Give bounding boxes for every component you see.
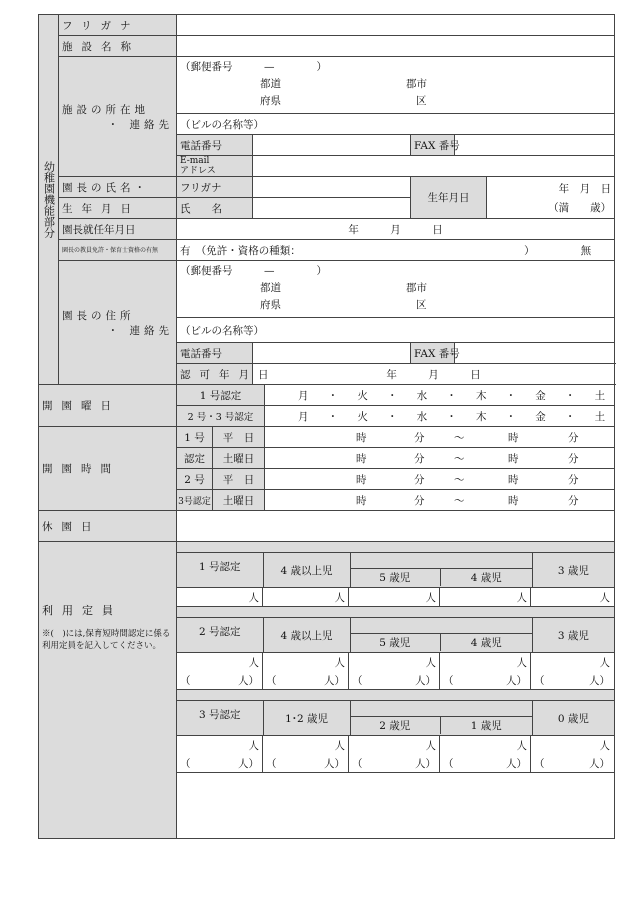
hours-day-3: 平 日 [213, 469, 265, 490]
principal-address-field[interactable] [177, 261, 615, 318]
minute-start: 分 [414, 453, 425, 465]
capacity-values[interactable] [177, 653, 614, 689]
principal-address-label-2: ・ 連絡先 [107, 324, 173, 337]
principal-furigana-label: フリガナ [177, 177, 253, 198]
day-separator: ・ [505, 389, 517, 402]
capacity-cell[interactable] [440, 736, 531, 772]
principal-building[interactable]: （ビルの名称等） [177, 318, 615, 343]
capacity-block-2 [177, 607, 614, 690]
birth-age: （満 歳） [548, 201, 612, 214]
tilde: 〜 [454, 495, 465, 507]
capacity-age5: 5 歳児 [350, 634, 442, 651]
person-unit: 人 [516, 656, 527, 669]
day-separator: ・ [564, 410, 576, 423]
capacity-label-cell [39, 542, 177, 839]
principal-name-label-2: 生年月日 [59, 198, 177, 219]
facility-address-label-2: ・ 連絡先 [107, 118, 173, 131]
capacity-spacer [177, 607, 614, 618]
capacity-cell[interactable] [440, 653, 531, 689]
person-unit: 人 [599, 656, 610, 669]
short-time-capacity: （ 人） [534, 757, 610, 770]
fuken-label: 府県 [260, 95, 281, 107]
tilde: 〜 [454, 474, 465, 486]
hours-cert-1b: 認定 [177, 448, 213, 469]
hour-start: 時 [356, 495, 367, 507]
open-days-row-1[interactable] [265, 385, 615, 406]
day-8[interactable]: 金 [535, 389, 546, 402]
facility-address-label-1: 施設の所在地 [62, 103, 149, 116]
capacity-grid [177, 542, 615, 839]
capacity-cell[interactable] [263, 588, 349, 606]
person-unit: 人 [248, 739, 259, 752]
capacity-over4: 4 歳以上児 [264, 618, 351, 652]
gunshi-label: 郡市 [406, 78, 427, 90]
minute-start: 分 [414, 474, 425, 486]
capacity-cell[interactable] [177, 588, 263, 606]
day-separator: ・ [505, 410, 517, 423]
day-4[interactable]: 水 [416, 410, 428, 423]
capacity-cert: 3 号認定 [177, 701, 264, 735]
capacity-values[interactable] [177, 736, 614, 772]
facility-building[interactable]: （ビルの名称等） [177, 114, 615, 135]
hours-row-1[interactable] [265, 427, 615, 448]
person-unit: 人 [248, 591, 259, 604]
capacity-age4: 4 歳児 [470, 572, 502, 584]
capacity-last: 3 歳児 [557, 629, 589, 642]
day-6[interactable]: 木 [475, 410, 487, 423]
appointment-label: 園長就任年月日 [59, 219, 177, 240]
capacity-cell[interactable] [531, 588, 613, 606]
principal-fax-field[interactable] [455, 343, 615, 364]
day-0[interactable]: 月 [298, 410, 309, 423]
capacity-values[interactable] [177, 588, 614, 606]
short-time-capacity: （ 人） [266, 674, 345, 687]
open-days-label: 開園曜日 [39, 385, 177, 427]
day-separator: ・ [564, 389, 576, 402]
capacity-age4: 1 歳児 [470, 720, 502, 732]
principal-name-field[interactable] [253, 198, 411, 219]
hour-end: 時 [508, 474, 519, 486]
facility-address-label [59, 57, 177, 177]
open-days-cert-1: 1 号認定 [177, 385, 265, 406]
principal-furigana-field[interactable] [253, 177, 411, 198]
license-field[interactable] [177, 240, 615, 261]
minute-start: 分 [414, 432, 425, 444]
principal-address-label [59, 261, 177, 385]
person-unit: 人 [334, 656, 345, 669]
hours-day-2: 土曜日 [213, 448, 265, 469]
hour-end: 時 [508, 453, 519, 465]
principal-postal-code: （郵便番号 — ） [180, 265, 327, 277]
hour-start: 時 [356, 432, 367, 444]
hours-day-1: 平 日 [213, 427, 265, 448]
prefecture-city [180, 74, 611, 108]
capacity-over4: 1･2 歳児 [264, 701, 351, 735]
capacity-age-group [264, 701, 533, 735]
open-hours-label: 開園時間 [39, 427, 177, 511]
principal-fuken-label: 府県 [260, 299, 281, 311]
capacity-cell[interactable] [263, 736, 349, 772]
capacity-cell[interactable] [440, 588, 531, 606]
minute-end: 分 [568, 495, 579, 507]
short-time-capacity: （ 人） [352, 674, 436, 687]
facility-fax-field[interactable] [455, 135, 615, 156]
person-unit: 人 [334, 739, 345, 752]
facility-furigana-label: フリガナ [59, 15, 177, 36]
facility-address-field[interactable] [177, 57, 615, 114]
minute-start: 分 [414, 495, 425, 507]
todo-label: 都道 [260, 78, 281, 90]
capacity-last: 0 歳児 [557, 712, 589, 725]
capacity-age-group [264, 618, 533, 652]
capacity-spacer [177, 542, 614, 553]
facility-phone-label: 電話番号 [177, 135, 253, 156]
capacity-cert: 2 号認定 [177, 618, 264, 652]
principal-fax-label: FAX 番号 [411, 343, 455, 364]
ku-label: 区 [416, 95, 427, 107]
hours-cert-2a: 2 号 [177, 469, 213, 490]
capacity-cert: 1 号認定 [177, 553, 264, 587]
capacity-age4: 4 歳児 [470, 637, 502, 649]
principal-name-label-1: 園長の氏名・ [59, 177, 177, 198]
hours-cert-1a: 1 号 [177, 427, 213, 448]
principal-birth-label: 生年月日 [411, 177, 487, 219]
day-6[interactable]: 木 [475, 389, 487, 402]
principal-phone-label: 電話番号 [177, 343, 253, 364]
minute-end: 分 [568, 432, 579, 444]
license-yes: 有 （免許・資格の種類： [180, 244, 301, 257]
capacity-header [177, 701, 614, 736]
tilde: 〜 [454, 432, 465, 444]
open-days-cert-2: 2 号・3 号認定 [177, 406, 265, 427]
hour-start: 時 [356, 453, 367, 465]
minute-end: 分 [568, 453, 579, 465]
hour-end: 時 [508, 432, 519, 444]
capacity-cell[interactable] [177, 736, 263, 772]
approval-label: 認可年月日 [177, 364, 253, 385]
principal-prefecture-city [180, 278, 611, 312]
capacity-block-3 [177, 690, 614, 773]
day-separator: ・ [386, 410, 398, 423]
facility-fax-label: FAX 番号 [411, 135, 455, 156]
capacity-cell[interactable] [349, 736, 440, 772]
hour-end: 時 [508, 495, 519, 507]
short-time-capacity: （ 人） [180, 757, 259, 770]
application-form [38, 14, 614, 839]
open-days-row-2[interactable] [265, 406, 615, 427]
capacity-age-group [264, 553, 533, 587]
person-unit: 人 [425, 656, 436, 669]
day-separator: ・ [446, 389, 457, 402]
capacity-cell[interactable] [263, 653, 349, 689]
day-4[interactable]: 水 [416, 389, 428, 402]
day-0[interactable]: 月 [298, 389, 309, 402]
facility-phone-field[interactable] [253, 135, 411, 156]
capacity-age5: 2 歳児 [350, 717, 442, 734]
facility-name-label: 施設名称 [59, 36, 177, 57]
day-separator: ・ [386, 389, 398, 402]
capacity-over4: 4 歳以上児 [264, 553, 351, 587]
person-unit: 人 [516, 591, 527, 604]
postal-code: （郵便番号 — ） [180, 61, 327, 73]
short-time-capacity: （ 人） [443, 757, 527, 770]
principal-name-label: 氏 名 [177, 198, 253, 219]
birth-ymd: 年 月 日 [558, 182, 612, 195]
facility-email-field[interactable] [253, 156, 615, 177]
closed-field[interactable] [177, 511, 615, 542]
hour-start: 時 [356, 474, 367, 486]
day-2[interactable]: 火 [357, 410, 368, 423]
day-10[interactable]: 土 [594, 410, 606, 423]
capacity-age5: 5 歳児 [350, 569, 442, 586]
short-time-capacity: （ 人） [534, 674, 610, 687]
person-unit: 人 [599, 591, 610, 604]
short-time-capacity: （ 人） [443, 674, 527, 687]
capacity-label: 利用定員 [42, 604, 122, 617]
short-time-capacity: （ 人） [266, 757, 345, 770]
day-2[interactable]: 火 [357, 389, 368, 402]
capacity-spacer [177, 690, 614, 701]
principal-ku-label: 区 [416, 299, 427, 311]
capacity-cell[interactable] [177, 653, 263, 689]
person-unit: 人 [425, 739, 436, 752]
principal-gunshi-label: 郡市 [406, 282, 427, 294]
capacity-last: 3 歳児 [557, 564, 589, 577]
license-no: 無 [580, 244, 592, 257]
day-separator: ・ [446, 410, 457, 423]
approval-field[interactable]: 年 月 日 [253, 364, 615, 385]
license-label: 園長の教員免許・保育士資格の有無 [59, 240, 177, 261]
day-8[interactable]: 金 [535, 410, 546, 423]
day-10[interactable]: 土 [594, 389, 606, 402]
person-unit: 人 [516, 739, 527, 752]
hours-cert-2b: 3号認定 [177, 490, 213, 511]
person-unit: 人 [248, 656, 259, 669]
day-separator: ・ [327, 389, 339, 402]
minute-end: 分 [568, 474, 579, 486]
principal-address-label-1: 園長の住所 [62, 309, 135, 322]
capacity-cell[interactable] [349, 588, 440, 606]
facility-name-field[interactable] [177, 36, 615, 57]
hours-row-3[interactable] [265, 469, 615, 490]
capacity-cell[interactable] [349, 653, 440, 689]
section-label: 幼稚園機能部分 [39, 15, 59, 385]
appointment-field[interactable]: 年 月 日 [177, 219, 615, 240]
capacity-header [177, 553, 614, 588]
person-unit: 人 [425, 591, 436, 604]
principal-birth-field[interactable] [487, 177, 615, 219]
hours-row-4[interactable] [265, 490, 615, 511]
day-separator: ・ [327, 410, 339, 423]
hours-day-4: 土曜日 [213, 490, 265, 511]
capacity-block-1 [177, 542, 614, 607]
short-time-capacity: （ 人） [352, 757, 436, 770]
tilde: 〜 [454, 453, 465, 465]
hours-row-2[interactable] [265, 448, 615, 469]
short-time-capacity: （ 人） [180, 674, 259, 687]
license-close: ） [524, 244, 535, 257]
person-unit: 人 [334, 591, 345, 604]
principal-phone-field[interactable] [253, 343, 411, 364]
person-unit: 人 [599, 739, 610, 752]
capacity-cell[interactable] [531, 736, 613, 772]
principal-todo-label: 都道 [260, 282, 281, 294]
facility-furigana-field[interactable] [177, 15, 615, 36]
closed-label: 休園日 [39, 511, 177, 542]
facility-email-label: E-mail アドレス [177, 156, 253, 177]
capacity-header [177, 618, 614, 653]
capacity-cell[interactable] [531, 653, 613, 689]
capacity-note: ※( )には,保育短時間認定に係る利用定員を記入してください。 [42, 629, 171, 651]
form-table [38, 14, 615, 839]
